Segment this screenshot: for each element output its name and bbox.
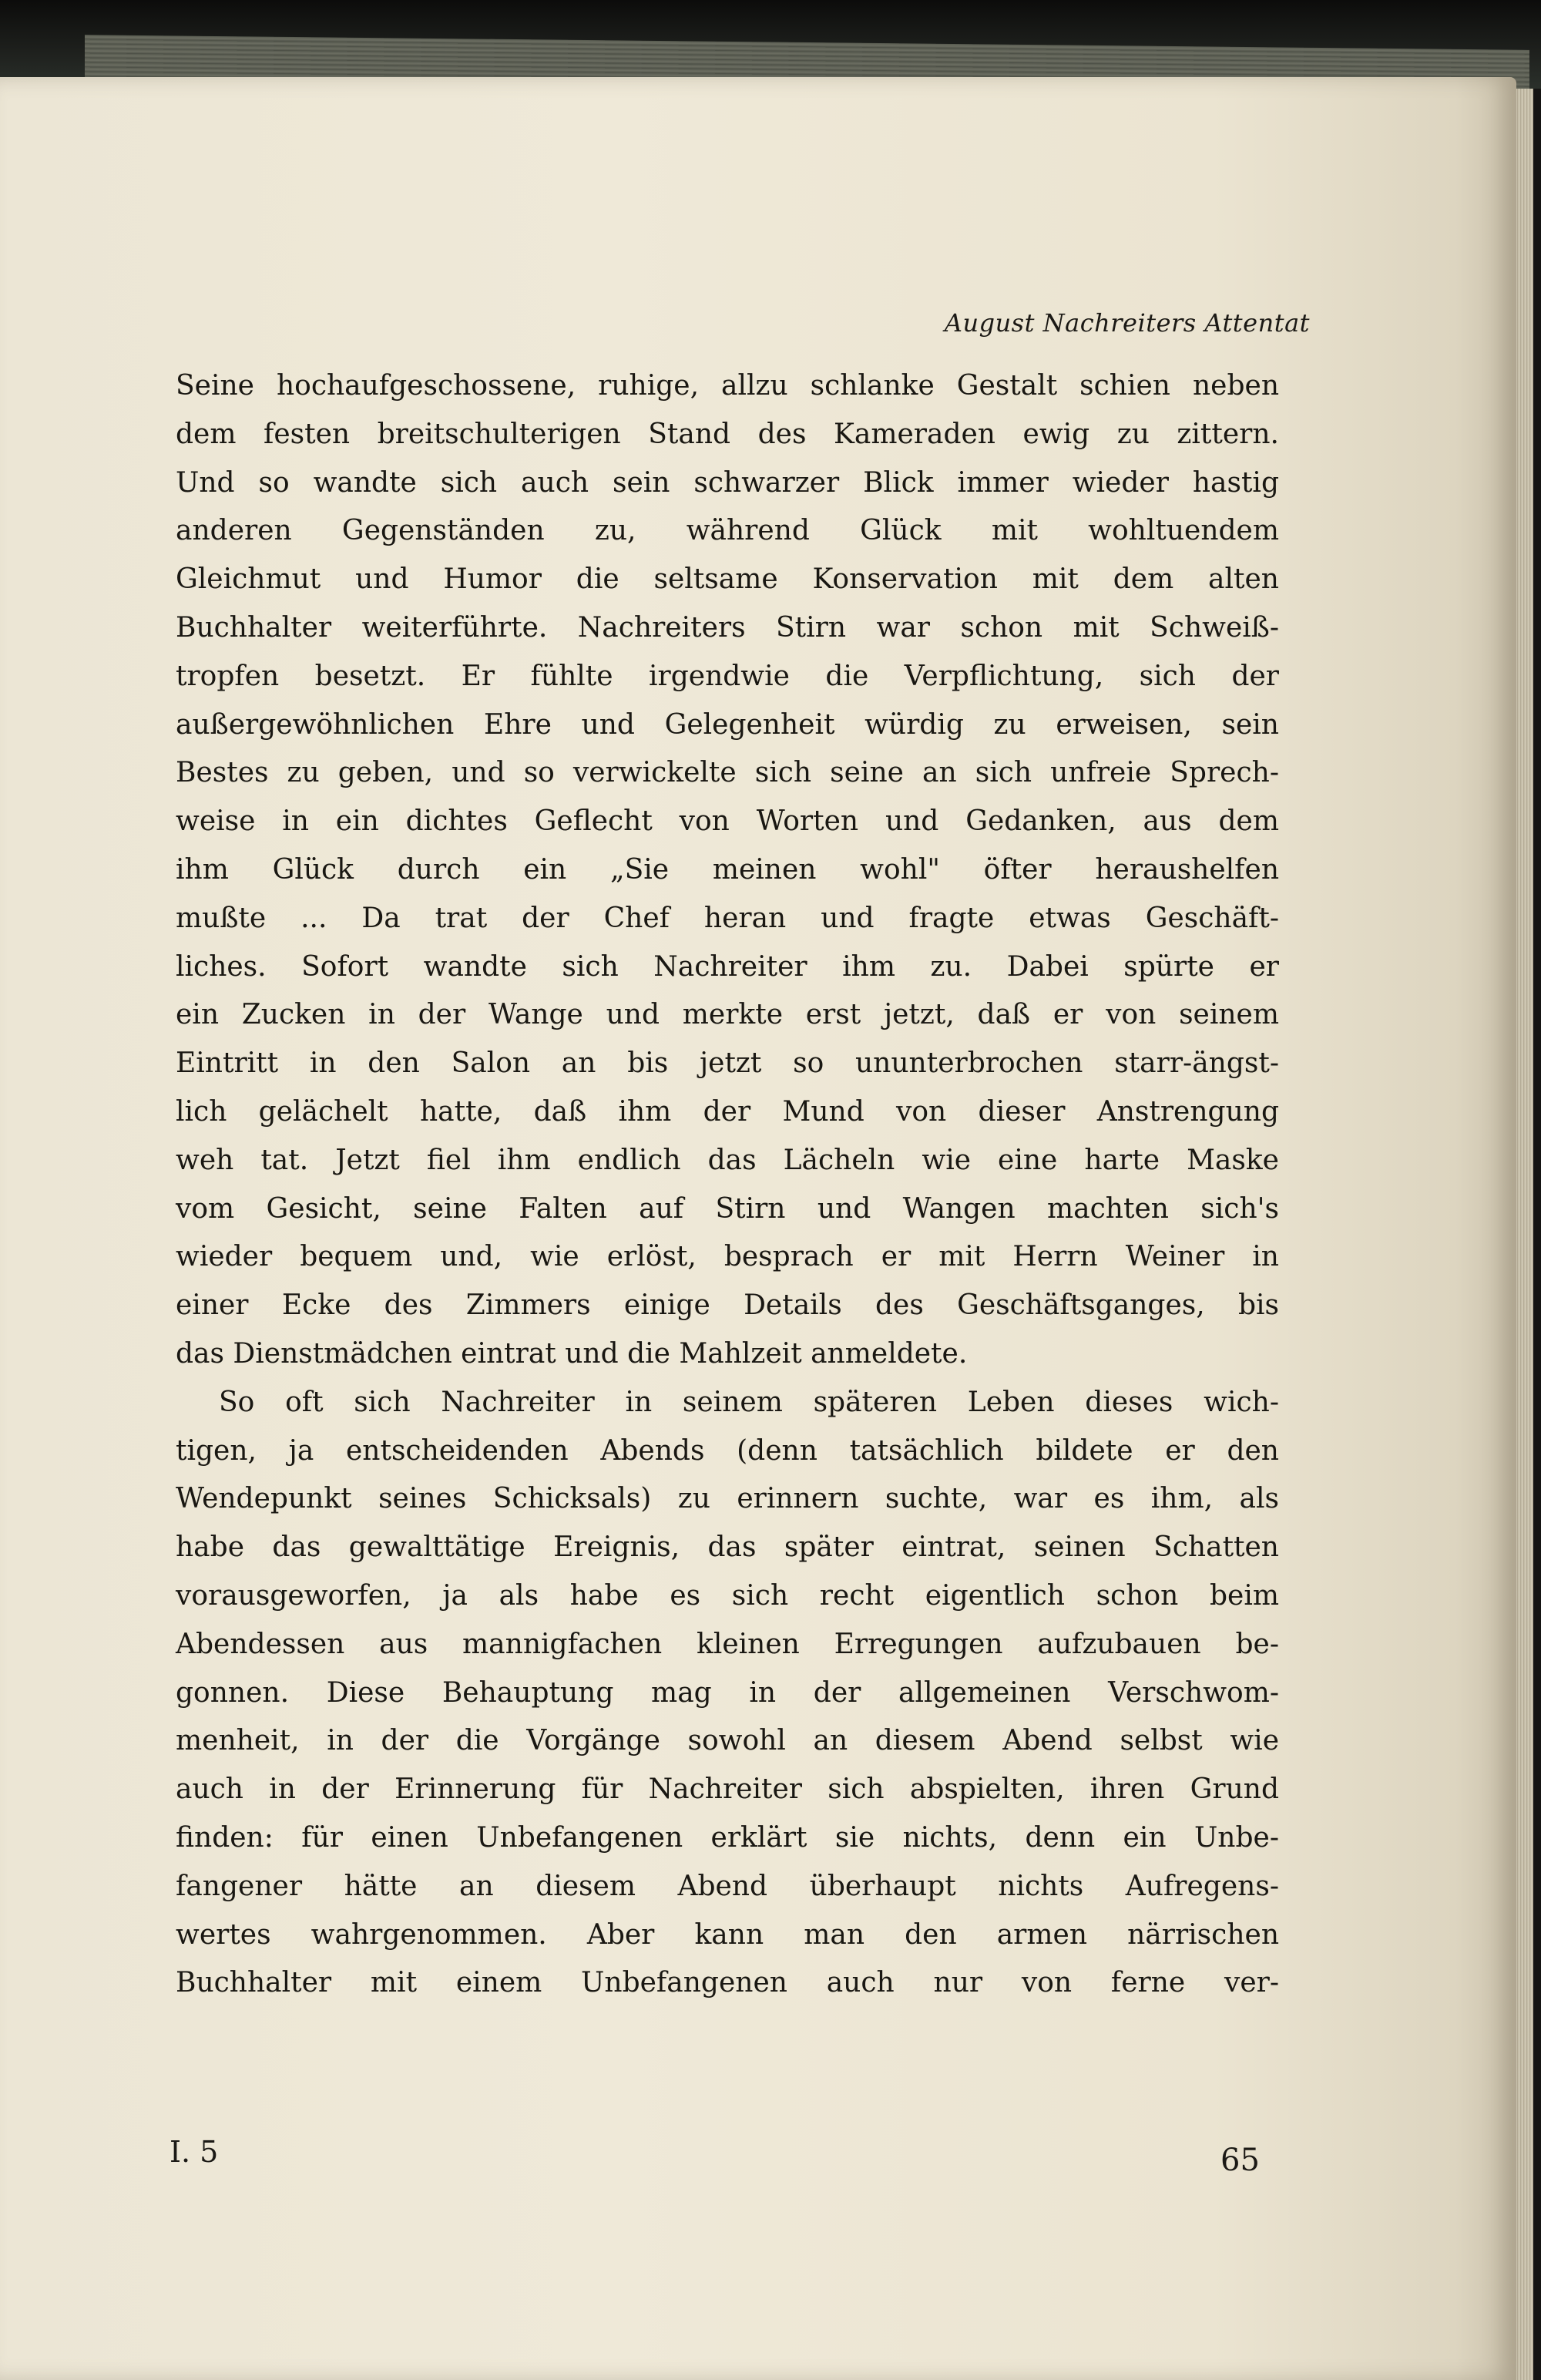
text-line: einer Ecke des Zimmers einige Details des Geschäftsganges, bis [176,1289,1279,1322]
text-line: mußte ... Da trat der Chef heran und fragte etwas Geschäft- [176,902,1279,934]
text-line: Buchhalter weiterführte. Nachreiters Stirn war schon mit Schweiß- [176,611,1279,644]
text-line: lich gelächelt hatte, daß ihm der Mund von dieser Anstrengung [176,1095,1279,1128]
text-line: gonnen. Diese Behauptung mag in der allgemeinen Verschwom- [176,1676,1279,1709]
text-line: liches. Sofort wandte sich Nachreiter ihm zu. Dabei spürte er [176,950,1279,983]
text-line: Und so wandte sich auch sein schwarzer Blick immer wieder hastig [176,466,1279,499]
text-line: tigen, ja entscheidenden Abends (denn tatsächlich bildete er den [176,1434,1279,1467]
text-line: fangener hätte an diesem Abend überhaupt nichts Aufregens- [176,1870,1279,1902]
running-head: August Nachreiters Attentat [944,308,1310,338]
body-text [176,362,1279,2008]
text-line: vom Gesicht, seine Falten auf Stirn und Wangen machten sich's [176,1192,1279,1225]
signature-mark: I. 5 [170,2135,219,2169]
text-line: das Dienstmädchen eintrat und die Mahlzeit anmeldete. [176,1337,968,1370]
text-line: finden: für einen Unbefangenen erklärt sie nichts, denn ein Unbe- [176,1821,1279,1854]
text-line: habe das gewalttätige Ereignis, das später eintrat, seinen Schatten [176,1531,1279,1564]
text-line: wertes wahrgenommen. Aber kann man den armen närrischen [176,1918,1279,1951]
text-line: ein Zucken in der Wange und merkte erst jetzt, daß er von seinem [176,999,1279,1031]
text-line: dem festen breitschulterigen Stand des Kameraden ewig zu zittern. [176,418,1279,450]
text-line: ihm Glück durch ein „Sie meinen wohl" öfter heraushelfen [176,853,1279,886]
text-line: Eintritt in den Salon an bis jetzt so ununterbrochen starr-ängst- [176,1047,1279,1080]
text-line: Bestes zu geben, und so verwickelte sich seine an sich unfreie Sprech- [176,757,1279,789]
text-line: Gleichmut und Humor die seltsame Konservation mit dem alten [176,563,1279,596]
text-line: Seine hochaufgeschossene, ruhige, allzu schlanke Gestalt schien neben [176,370,1279,402]
text-line: außergewöhnlichen Ehre und Gelegenheit würdig zu erweisen, sein [176,708,1279,741]
text-line: menheit, in der die Vorgänge sowohl an diesem Abend selbst wie [176,1725,1279,1757]
text-line: auch in der Erinnerung für Nachreiter sich abspielten, ihren Grund [176,1773,1279,1806]
text-line: anderen Gegenständen zu, während Glück mit wohltuendem [176,515,1279,547]
text-line: Abendessen aus mannigfachen kleinen Erregungen aufzubauen be- [176,1628,1279,1660]
text-line: weise in ein dichtes Geflecht von Worten und Gedanken, aus dem [176,805,1279,838]
text-line: Buchhalter mit einem Unbefangenen auch nur von ferne ver- [176,1967,1279,1999]
text-line: So oft sich Nachreiter in seinem späteren Leben dieses wich- [219,1386,1279,1418]
page-number: 65 [1220,2143,1260,2178]
text-line: vorausgeworfen, ja als habe es sich recht eigentlich schon beim [176,1579,1279,1612]
text-line: wieder bequem und, wie erlöst, besprach er mit Herrn Weiner in [176,1241,1279,1273]
text-line: Wendepunkt seines Schicksals) zu erinnern suchte, war es ihm, als [176,1483,1279,1515]
text-line: tropfen besetzt. Er fühlte irgendwie die Verpflichtung, sich der [176,660,1279,692]
text-line: weh tat. Jetzt fiel ihm endlich das Lächeln wie eine harte Maske [176,1144,1279,1176]
